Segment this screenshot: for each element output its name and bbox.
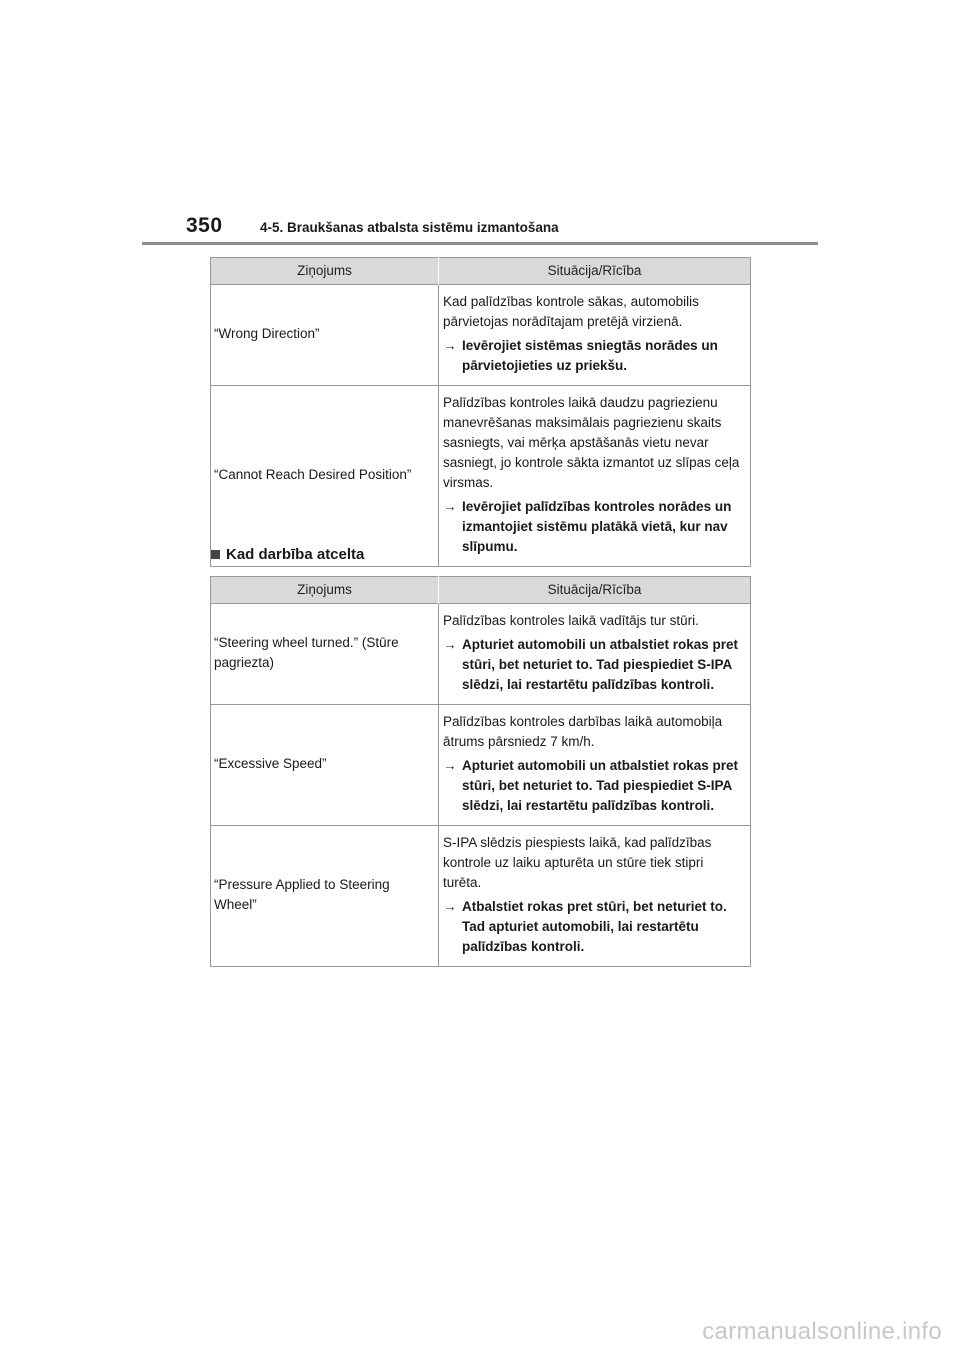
situation-cell (439, 285, 751, 386)
column-header-message: Ziņojums (211, 577, 439, 604)
message-table-1 (210, 257, 751, 567)
watermark: carmanualsonline.info (702, 1318, 942, 1345)
arrow-icon: → (443, 758, 457, 773)
action-text: Atbalstiet rokas pret stūri, bet neturiet to. Tad apturiet automobili, lai restartētu palīdzības kontroli. (462, 899, 727, 954)
message-cell: “Pressure Applied to Steering Wheel” (211, 826, 439, 967)
page-number: 350 (186, 214, 223, 237)
situation-text: S-IPA slēdzis piespiests laikā, kad palīdzības kontrole uz laiku apturēta un stūre tiek stipri turēta. (443, 835, 712, 890)
action-text: Ievērojiet sistēmas sniegtās norādes un pārvietojieties uz priekšu. (462, 338, 718, 373)
situation-text: Palīdzības kontroles laikā vadītājs tur stūri. (443, 613, 699, 628)
situation-cell (439, 604, 751, 705)
section-heading-text: Kad darbība atcelta (226, 546, 365, 563)
arrow-icon: → (443, 637, 457, 652)
column-header-message: Ziņojums (211, 258, 439, 285)
action-line (443, 635, 745, 695)
table-row (211, 604, 751, 705)
arrow-icon: → (443, 499, 457, 514)
header-divider (142, 242, 818, 245)
table-header-row (211, 577, 751, 604)
page-header (186, 214, 559, 238)
section-heading (211, 546, 364, 563)
situation-cell (439, 826, 751, 967)
message-cell: “Cannot Reach Desired Position” (211, 386, 439, 567)
table-row (211, 826, 751, 967)
situation-text: Palīdzības kontroles darbības laikā automobiļa ātrums pārsniedz 7 km/h. (443, 714, 723, 749)
action-text: Ievērojiet palīdzības kontroles norādes un izmantojiet sistēmu platākā vietā, kur nav slīpumu. (462, 499, 732, 554)
message-cell: “Steering wheel turned.” (Stūre pagriezta) (211, 604, 439, 705)
table-row (211, 285, 751, 386)
action-line (443, 897, 745, 957)
situation-cell (439, 386, 751, 567)
column-header-situation: Situācija/Rīcība (439, 577, 751, 604)
action-line (443, 497, 745, 557)
column-header-situation: Situācija/Rīcība (439, 258, 751, 285)
arrow-icon: → (443, 899, 457, 914)
situation-text: Palīdzības kontroles laikā daudzu pagriezienu manevrēšanas maksimālais pagriezienu skaits sasniegts, vai mērķa apstāšanās vietu nevar sasniegt, jo kontrole sākta izmantot uz slīpas ceļa virsmas. (443, 395, 740, 490)
action-text: Apturiet automobili un atbalstiet rokas pret stūri, bet neturiet to. Tad piespiediet S-IPA slēdzi, lai restartētu palīdzības kontroli. (462, 758, 739, 813)
action-line (443, 756, 745, 816)
square-bullet-icon (211, 550, 220, 559)
action-line (443, 336, 745, 376)
situation-cell (439, 705, 751, 826)
arrow-icon: → (443, 338, 457, 353)
message-cell: “Wrong Direction” (211, 285, 439, 386)
situation-text: Kad palīdzības kontrole sākas, automobilis pārvietojas norādītajam pretējā virzienā. (443, 294, 699, 329)
table-row (211, 705, 751, 826)
table-row (211, 386, 751, 567)
message-cell: “Excessive Speed” (211, 705, 439, 826)
table-header-row (211, 258, 751, 285)
message-table-2 (210, 576, 751, 967)
chapter-title: 4-5. Braukšanas atbalsta sistēmu izmantošana (260, 220, 559, 235)
action-text: Apturiet automobili un atbalstiet rokas pret stūri, bet neturiet to. Tad piespiediet S-IPA slēdzi, lai restartētu palīdzības kontroli. (462, 637, 739, 692)
